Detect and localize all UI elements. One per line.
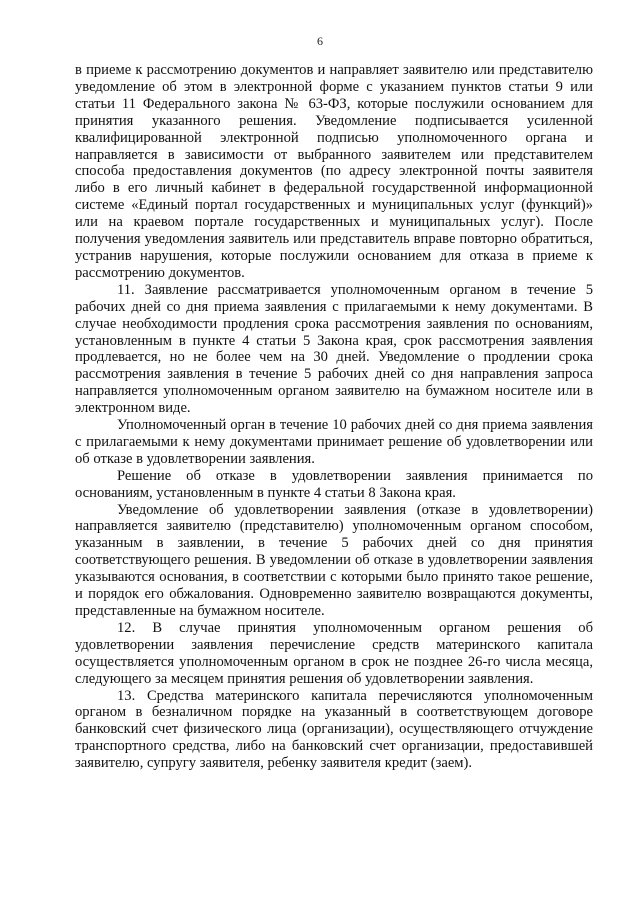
paragraph-item-12: 12. В случае принятия уполномоченным органом решения об удовлетворении заявления перечисление средств материнского капитала осуществляется уполномоченным органом в срок не позднее 26-го числа месяца, следующего за месяцем принятия решения об удовлетворении заявления. <box>75 619 593 687</box>
document-body <box>75 62 593 772</box>
paragraph-item-13: 13. Средства материнского капитала перечисляются уполномоченным органом в безналичном порядке на указанный в соответствующем договоре банковский счет физического лица (организации), осуществляющего отчуждение транспортного средства, либо на банковский счет организации, предоставившей заявителю, супругу заявителя, ребенку заявителя кредит (заем). <box>75 687 593 772</box>
paragraph-item-11: 11. Заявление рассматривается уполномоченным органом в течение 5 рабочих дней со дня приема заявления с прилагаемыми к нему документами. В случае необходимости продления срока рассмотрения заявления по основаниям, установленным в пункте 4 статьи 5 Закона края, срок рассмотрения заявления продлевается, но не более чем на 30 дней. Уведомление о продлении срока рассмотрения заявления в течение 5 рабочих дней со дня направления запроса направляется уполномоченным органом заявителю на бумажном носителе или в электронном виде. <box>75 281 593 417</box>
paragraph-decision-term: Уполномоченный орган в течение 10 рабочих дней со дня приема заявления с прилагаемыми к нему документами принимает решение об удовлетворении или об отказе в удовлетворении заявления. <box>75 417 593 467</box>
page-number: 6 <box>317 34 323 48</box>
paragraph-continuation: в приеме к рассмотрению документов и направляет заявителю или представителю уведомление об этом в электронной форме с указанием пунктов статьи 9 или статьи 11 Федерального закона № 63-ФЗ, которые послужили основанием для принятия указанного решения. Уведомление подписывается усиленной квалифицированной электронной подписью уполномоченного органа и направляется в зависимости от выбранного заявителем или представителем способа предоставления документов (по адресу электронной почты заявителя либо в его личный кабинет в федеральной государственной информационной системе «Единый портал государственных и муниципальных услуг (функций)» или на краевом портале государственных и муниципальных услуг). После получения уведомления заявитель или представитель вправе повторно обратиться, устранив нарушения, которые послужили основанием для отказа в приеме к рассмотрению документов. <box>75 62 593 281</box>
paragraph-notification: Уведомление об удовлетворении заявления (отказе в удовлетворении) направляется заявителю (представителю) уполномоченным органом способом, указанным в заявлении, в течение 5 рабочих дней со дня принятия соответствующего решения. В уведомлении об отказе в удовлетворении заявления указываются основания, в соответствии с которыми было принято такое решение, и порядок его обжалования. Одновременно заявителю возвращаются документы, представленные на бумажном носителе. <box>75 501 593 619</box>
paragraph-refusal-grounds: Решение об отказе в удовлетворении заявления принимается по основаниям, установленным в пункте 4 статьи 8 Закона края. <box>75 467 593 501</box>
